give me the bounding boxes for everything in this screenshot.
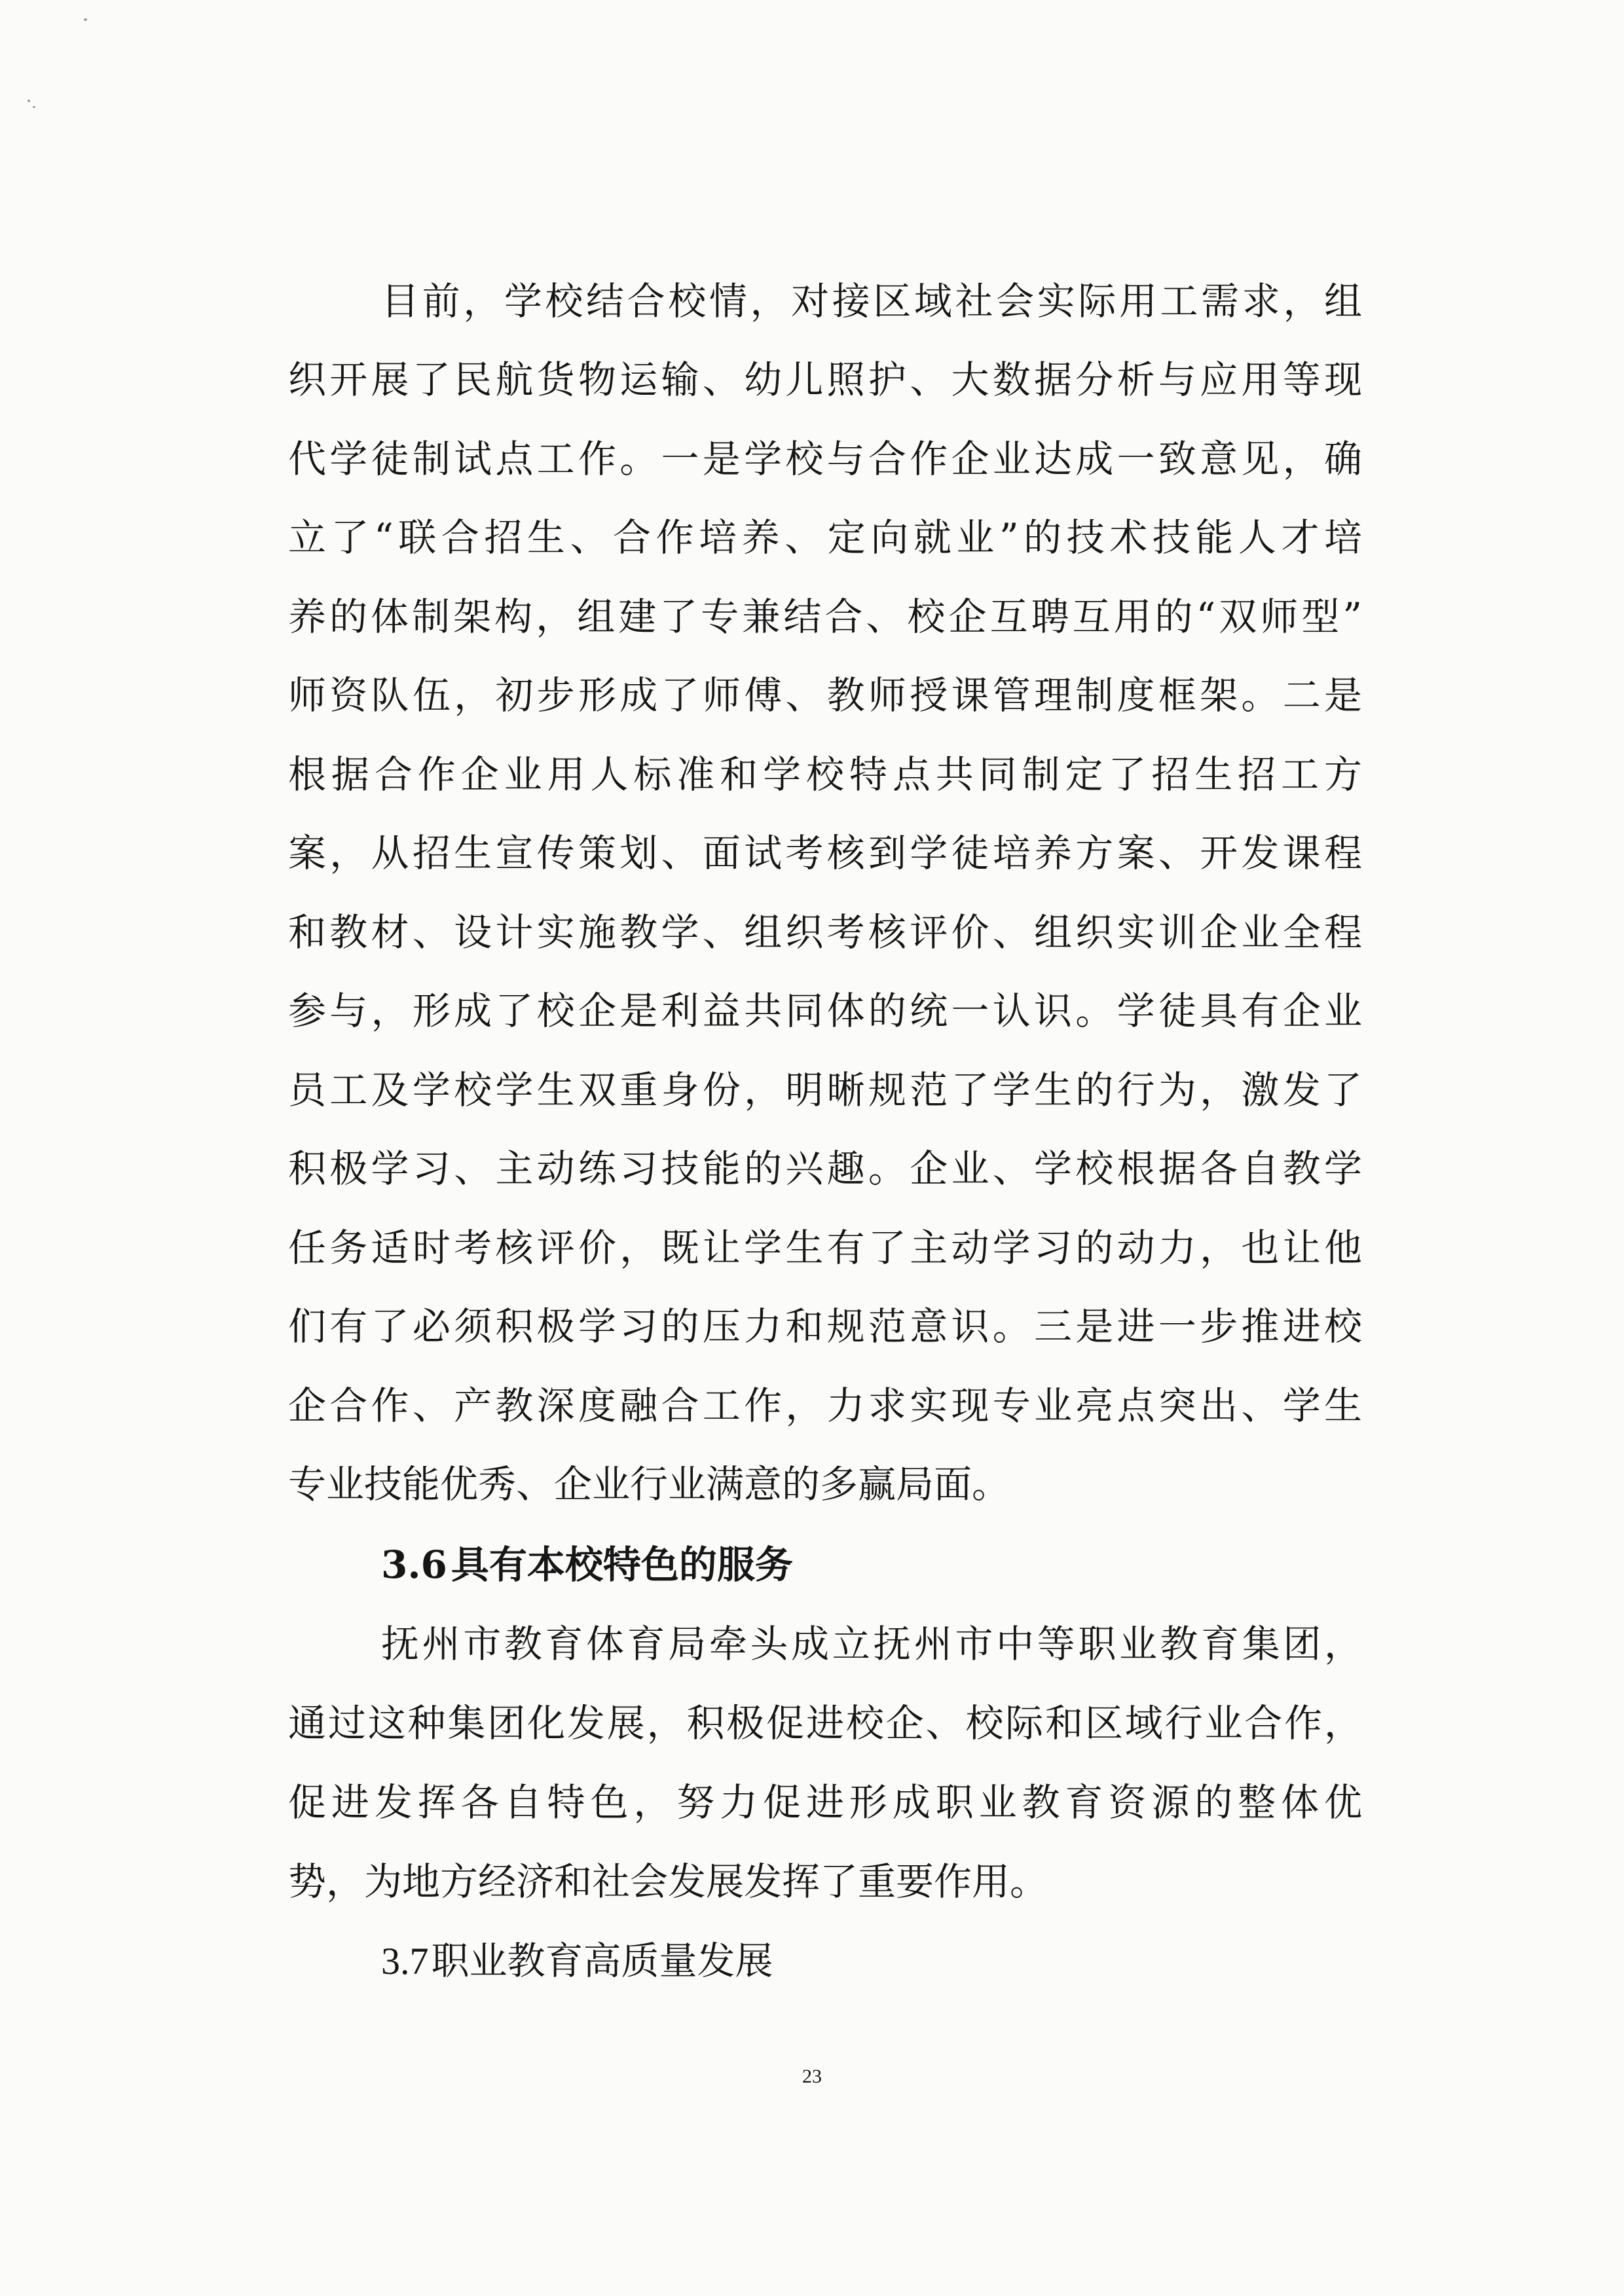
scan-speck — [33, 106, 35, 108]
paragraph-line: 目前，学校结合校情，对接区域社会实际用工需求，组 — [381, 279, 1362, 323]
section-heading-3-7 — [381, 1935, 773, 1987]
section-number: 3.7 — [381, 1940, 429, 1982]
scan-speck — [84, 18, 87, 21]
section-number: 3.6 — [381, 1542, 447, 1587]
scan-speck — [28, 100, 30, 102]
paragraph-line: 势，为地方经济和社会发展发挥了重要作用。 — [288, 1859, 1048, 1904]
paragraph-line: 根据合作企业用人标准和学校特点共同制定了招生招工方 — [288, 752, 1362, 797]
paragraph-line: 积极学习、主动练习技能的兴趣。企业、学校根据各自教学 — [288, 1146, 1362, 1191]
paragraph-line: 抚州市教育体育局牵头成立抚州市中等职业教育集团， — [381, 1622, 1362, 1666]
paragraph-line: 通过这种集团化发展，积极促进校企、校际和区域行业合作， — [288, 1701, 1362, 1745]
paragraph-line: 员工及学校学生双重身份，明晰规范了学生的行为，激发了 — [288, 1068, 1362, 1112]
page-number: 23 — [802, 2066, 822, 2087]
paragraph-line: 师资队伍，初步形成了师傅、教师授课管理制度框架。二是 — [288, 673, 1362, 718]
paragraph-line: 企合作、产教深度融合工作，力求实现专业亮点突出、学生 — [288, 1383, 1362, 1428]
paragraph-line: 织开展了民航货物运输、幼儿照护、大数据分析与应用等现 — [288, 357, 1362, 402]
section-title: 具有本校特色的服务 — [451, 1542, 793, 1587]
paragraph-line: 参与，形成了校企是利益共同体的统一认识。学徒具有企业 — [288, 989, 1362, 1033]
paragraph-line: 促进发挥各自特色，努力促进形成职业教育资源的整体优 — [288, 1780, 1362, 1825]
paragraph-line: 们有了必须积极学习的压力和规范意识。三是进一步推进校 — [288, 1304, 1362, 1349]
paragraph-line: 养的体制架构，组建了专兼结合、校企互聘互用的“双师型” — [288, 594, 1362, 639]
paragraph-line: 任务适时考核评价，既让学生有了主动学习的动力，也让他 — [288, 1226, 1362, 1270]
paragraph-line: 立了“联合招生、合作培养、定向就业”的技术技能人才培 — [288, 515, 1362, 560]
paragraph-line: 案，从招生宣传策划、面试考核到学徒培养方案、开发课程 — [288, 831, 1362, 875]
paragraph-line: 代学徒制试点工作。一是学校与合作企业达成一致意见，确 — [288, 437, 1362, 481]
section-heading-3-6 — [381, 1539, 793, 1591]
paragraph-line: 专业技能优秀、企业行业满意的多赢局面。 — [288, 1462, 1010, 1506]
section-title: 职业教育高质量发展 — [431, 1939, 773, 1983]
paragraph-line: 和教材、设计实施教学、组织考核评价、组织实训企业全程 — [288, 910, 1362, 955]
